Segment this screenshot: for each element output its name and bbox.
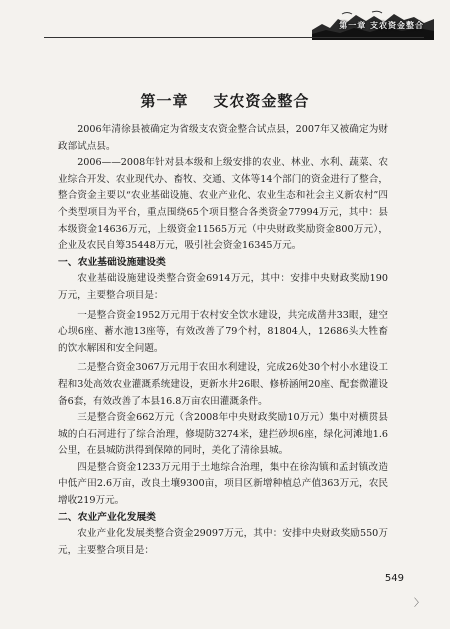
list-item: 四是整合资金1233万元用于土地综合治理，集中在徐沟镇和孟封镇改造中低产田2.6万亩，改良土壤9300亩，项目区新增种植总产值363万元，农民增收219万元。 [58,461,388,507]
list-item: 二是整合资金3067万元用于农田水利建设，完成26处30个村小水建设工程和3处高效农业灌溉系统建设，更新水井26眼、修桥涵闸20座、配套微灌设备6套，有效改善了本县16.8万亩农田灌溉条件。 [58,362,388,407]
paragraph: 农业基础设施建设类整合资金6914万元，其中：安排中央财政奖励190万元，主要整合项目是： [58,273,388,301]
paragraph: 2006——2008年针对县本级和上级安排的农业、林业、水利、蔬菜、农业综合开发、农业现代办、畜牧、交通、文体等14个部门的资金进行了整合，整合资金主要以“农业基础设施、农业产业化、农业生态和社会主义新农村”四个类型项目为平台，重点围绕65个项目整合各类资金77994万元，其中：县本级资金14636万元，上级资金11565万元（中央财政奖励资金800万元），企业及农民自筹35448万元，吸引社会资金16345万元。 [58,157,388,252]
paragraph: 农业产业化发展类整合资金29097万元，其中：安排中央财政奖励550万元，主要整合项目是： [58,528,388,556]
chapter-title: 第一章 支农资金整合 [140,92,310,110]
section-heading: 二、农业产业化发展类 [58,511,156,523]
list-item: 三是整合资金662万元（含2008年中央财政奖励10万元）集中对横贯县城的白石河进行了综合治理，修堤防3274米，建拦砂坝6座，绿化河滩地1.6公里，在县城防洪得到保障的同时，美化了清徐县城。 [58,412,388,457]
list-item: 一是整合资金1952万元用于农村安全饮水建设，共完成凿井33眼，建空心坝6座、蓄水池13座等，有效改善了79个村，81804人，12686头大牲畜的饮水解困和安全问题。 [58,309,388,354]
paragraph: 2006年清徐县被确定为省级支农资金整合试点县，2007年又被确定为财政部试点县。 [58,124,388,152]
corner-mark: 〉 [414,598,424,609]
header-divider [44,37,424,38]
page-number: 549 [384,573,404,584]
section-heading: 一、农业基础设施建设类 [58,256,166,268]
running-header: 第一章 支农资金整合 [339,21,424,30]
body-text [58,122,388,559]
